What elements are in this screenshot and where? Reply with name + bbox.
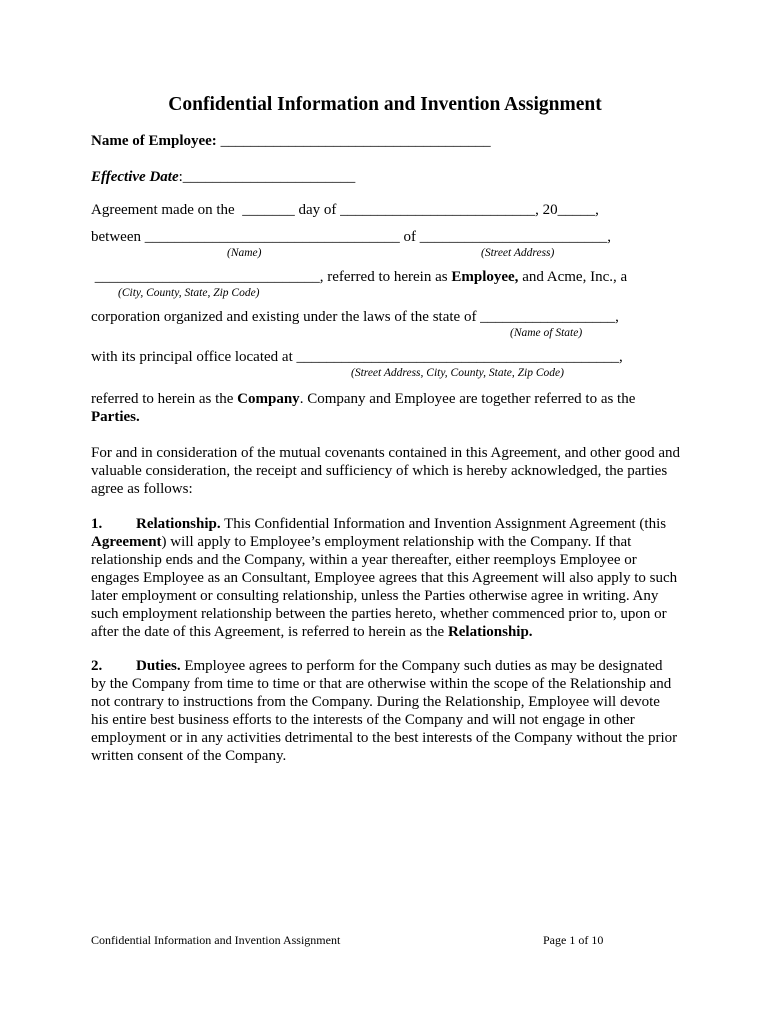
name-of-employee-blank: ____________________________________ <box>216 133 491 149</box>
section-1-heading: Relationship. <box>136 516 221 532</box>
company-text-1: referred to herein as the <box>91 391 238 407</box>
principal-office-line: with its principal office located at ___________________________________________, <box>91 349 623 365</box>
effective-date-blank: :_______________________ <box>178 169 356 185</box>
section-2-number: 2. <box>91 658 103 674</box>
section-1-relationship <box>91 515 681 641</box>
consideration-paragraph: For and in consideration of the mutual covenants contained in this Agreement, and other good and valuable consideration, the receipt and sufficiency of which is hereby acknowledged, the parties agree as follows: <box>91 445 681 497</box>
parties-term: Parties. <box>91 409 140 425</box>
company-text-2: . Company and Employee are together referred to as the <box>299 391 636 407</box>
effective-date-line <box>91 169 355 186</box>
between-line: between __________________________________ of _________________________, <box>91 229 611 245</box>
referred-employee-line <box>91 269 627 286</box>
section-1-text-1: This Confidential Information and Invention Assignment Agreement (this <box>220 516 667 532</box>
corporation-line: corporation organized and existing under the laws of the state of __________________, <box>91 309 619 325</box>
company-term: Company <box>237 391 300 407</box>
state-caption: (Name of State) <box>510 327 583 339</box>
document-title: Confidential Information and Invention Assignment <box>168 94 602 115</box>
footer-page-number: Page 1 of 10 <box>543 933 604 947</box>
section-1-text-2: ) will apply to Employee’s employment relationship with the Company. If that relationship ends and the Company, within a year thereafter, either reemploys Employee or engages Employee as an Consultant, Employee agrees that this Agreement will also apply to such later employment or consulting relationship, unless the Parties otherwise agree in writing. Any such employment relationship between the parties hereto, whether commenced prior to, upon or after the date of this Agreement, is referred to herein as the <box>91 534 678 640</box>
acme-text: and Acme, Inc., a <box>518 269 628 285</box>
relationship-term: Relationship. <box>447 624 533 640</box>
name-caption: (Name) <box>227 247 262 259</box>
principal-office-caption: (Street Address, City, County, State, Zip Code) <box>351 367 564 379</box>
section-2-duties <box>91 657 681 765</box>
city-caption: (City, County, State, Zip Code) <box>118 287 260 299</box>
agreement-date-line: Agreement made on the _______ day of __________________________, 20_____, <box>91 202 599 218</box>
footer-title: Confidential Information and Invention Assignment <box>91 933 341 947</box>
street-address-caption: (Street Address) <box>481 247 555 259</box>
section-2-heading: Duties. <box>136 658 181 674</box>
name-of-employee-label: Name of Employee: <box>91 133 217 149</box>
employee-term: Employee, <box>451 269 519 285</box>
company-paragraph <box>91 390 681 426</box>
agreement-term: Agreement <box>91 534 162 550</box>
city-blank: ______________________________, referred to herein as <box>91 269 452 285</box>
section-2-text: Employee agrees to perform for the Company such duties as may be designated by the Company from time to time or that are otherwise within the scope of the Relationship and not contrary to instructions from the Company. During the Relationship, Employee will devote his entire best business efforts to the interests of the Company and will not engage in other employment or in any activities detrimental to the best interests of the Company without the prior written consent of the Company. <box>91 658 678 764</box>
effective-date-label: Effective Date <box>91 169 179 185</box>
name-of-employee-line <box>91 133 491 150</box>
section-1-number: 1. <box>91 516 103 532</box>
